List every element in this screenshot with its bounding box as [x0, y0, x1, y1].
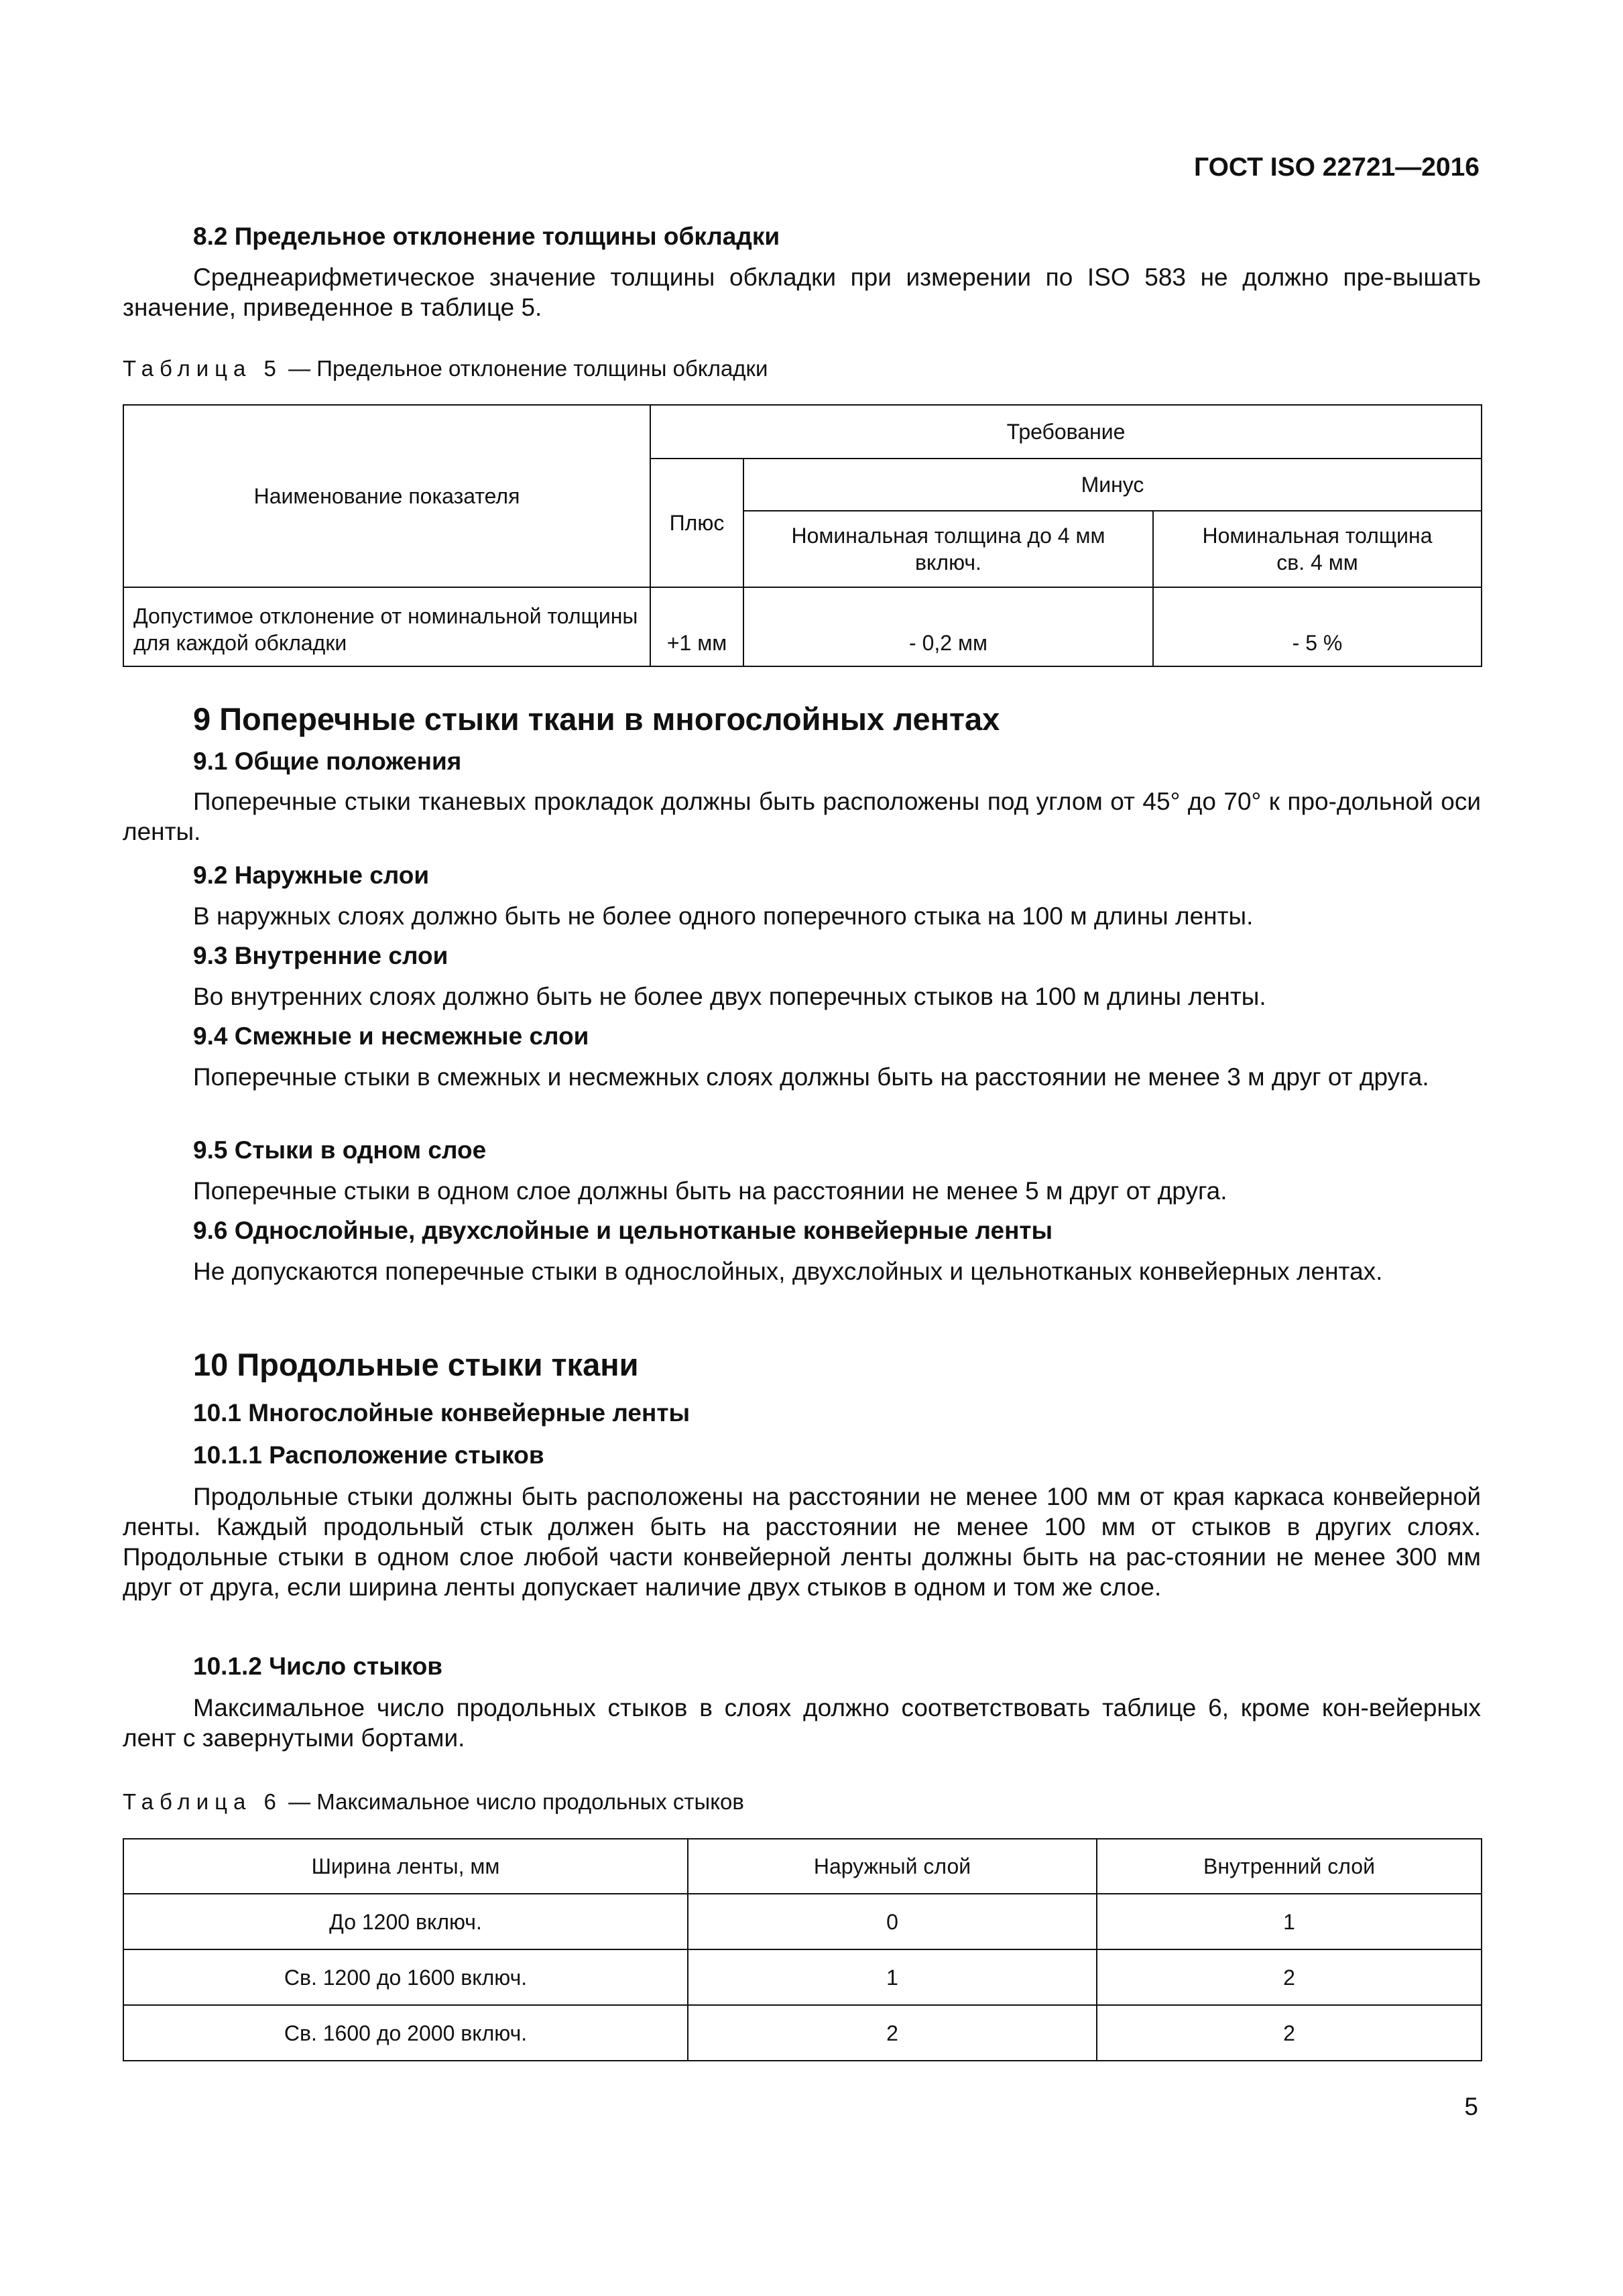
table-6-cell-inner: 1	[1097, 1894, 1482, 1949]
table-row	[123, 1894, 1482, 1949]
table-6-cell-outer: 2	[688, 2005, 1097, 2061]
document-code-header: ГОСТ ISO 22721—2016	[1193, 153, 1480, 182]
section-9-4-heading: 9.4 Смежные и несмежные слои	[193, 1022, 589, 1050]
table-5-header-requirement: Требование	[650, 405, 1482, 459]
section-9-5-paragraph: Поперечные стыки в одном слое должны быть на расстоянии не менее 5 м друг от друга.	[193, 1177, 1227, 1205]
section-10-1-2-paragraph: Максимальное число продольных стыков в слоях должно соответствовать таблице 6, кроме кон-вейерных лент с завернутыми бортами.	[123, 1694, 1481, 1752]
table-5-header-nominal-upto-4: Номинальная толщина до 4 мм включ.	[743, 511, 1153, 587]
section-8-2-paragraph: Среднеарифметическое значение толщины обкладки при измерении по ISO 583 не должно пре-вышать значение, приведенное в таблице 5.	[123, 263, 1481, 321]
section-10-1-2-heading: 10.1.2 Число стыков	[193, 1652, 443, 1680]
table-5-header-plus: Плюс	[650, 459, 743, 587]
table-5	[123, 404, 1482, 667]
section-8-2-heading: 8.2 Предельное отклонение толщины обкладки	[193, 223, 780, 250]
table-6-cell-inner: 2	[1097, 1949, 1482, 2005]
section-9-1-paragraph: Поперечные стыки тканевых прокладок должны быть расположены под углом от 45° до 70° к про-дольной оси ленты.	[123, 788, 1481, 845]
table-6-cell-width: Св. 1200 до 1600 включ.	[123, 1949, 688, 2005]
table-6	[123, 1838, 1482, 2061]
table-5-row-minus-over-4: - 5 %	[1153, 587, 1482, 666]
table-6-cell-inner: 2	[1097, 2005, 1482, 2061]
section-9-3-paragraph: Во внутренних слоях должно быть не более двух поперечных стыков на 100 м длины ленты.	[193, 983, 1266, 1010]
table-5-header-name: Наименование показателя	[123, 405, 650, 587]
table-6-caption	[123, 1789, 744, 1815]
table-6-cell-outer: 0	[688, 1894, 1097, 1949]
table-5-header-minus: Минус	[743, 459, 1482, 511]
section-9-heading: 9 Поперечные стыки ткани в многослойных лентах	[193, 701, 1000, 737]
table-6-header-width: Ширина ленты, мм	[123, 1839, 688, 1894]
table-6-caption-title: — Максимальное число продольных стыков	[282, 1789, 744, 1814]
section-9-6-paragraph: Не допускаются поперечные стыки в однослойных, двухслойных и цельнотканых конвейерных лентах.	[193, 1258, 1383, 1285]
section-9-3-heading: 9.3 Внутренние слои	[193, 942, 448, 969]
section-9-5-heading: 9.5 Стыки в одном слое	[193, 1136, 487, 1164]
section-10-1-1-heading: 10.1.1 Расположение стыков	[193, 1441, 544, 1469]
table-6-cell-width: Св. 1600 до 2000 включ.	[123, 2005, 688, 2061]
table-5-header-nominal-over-4: Номинальная толщина св. 4 мм	[1153, 511, 1482, 587]
table-5-row-plus: +1 мм	[650, 587, 743, 666]
table-5-caption-title: — Предельное отклонение толщины обкладки	[282, 356, 768, 381]
table-6-cell-width: До 1200 включ.	[123, 1894, 688, 1949]
table-6-header-outer-layer: Наружный слой	[688, 1839, 1097, 1894]
section-9-4-paragraph: Поперечные стыки в смежных и несмежных слоях должны быть на расстоянии не менее 3 м друг от друга.	[193, 1063, 1429, 1091]
table-5-row-minus-upto-4: - 0,2 мм	[743, 587, 1153, 666]
section-10-1-heading: 10.1 Многослойные конвейерные ленты	[193, 1399, 690, 1427]
table-6-caption-prefix: Таблица 6	[123, 1789, 282, 1814]
section-9-2-paragraph: В наружных слоях должно быть не более одного поперечного стыка на 100 м длины ленты.	[193, 902, 1254, 930]
table-5-caption	[123, 355, 768, 382]
table-row	[123, 2005, 1482, 2061]
page-number: 5	[1464, 2093, 1478, 2120]
section-10-heading: 10 Продольные стыки ткани	[193, 1347, 639, 1382]
table-row	[123, 1949, 1482, 2005]
table-6-cell-outer: 1	[688, 1949, 1097, 2005]
section-9-1-heading: 9.1 Общие положения	[193, 747, 462, 775]
section-9-6-heading: 9.6 Однослойные, двухслойные и цельнотканые конвейерные ленты	[193, 1217, 1053, 1244]
section-10-1-1-paragraph: Продольные стыки должны быть расположены на расстоянии не менее 100 мм от края каркаса конвейерной ленты. Каждый продольный стык должен быть на расстоянии не менее 100 мм от стыков в других слоях. Продольные стыки в одном слое любой части конвейерной ленты должны быть на рас-стоянии не менее 300 мм друг от друга, если ширина ленты допускает наличие двух стыков в одном и том же слое.	[123, 1483, 1481, 1601]
table-5-row-label: Допустимое отклонение от номинальной толщины для каждой обкладки	[123, 587, 650, 666]
section-9-2-heading: 9.2 Наружные слои	[193, 861, 430, 889]
table-6-header-inner-layer: Внутренний слой	[1097, 1839, 1482, 1894]
table-5-caption-prefix: Таблица 5	[123, 356, 282, 381]
